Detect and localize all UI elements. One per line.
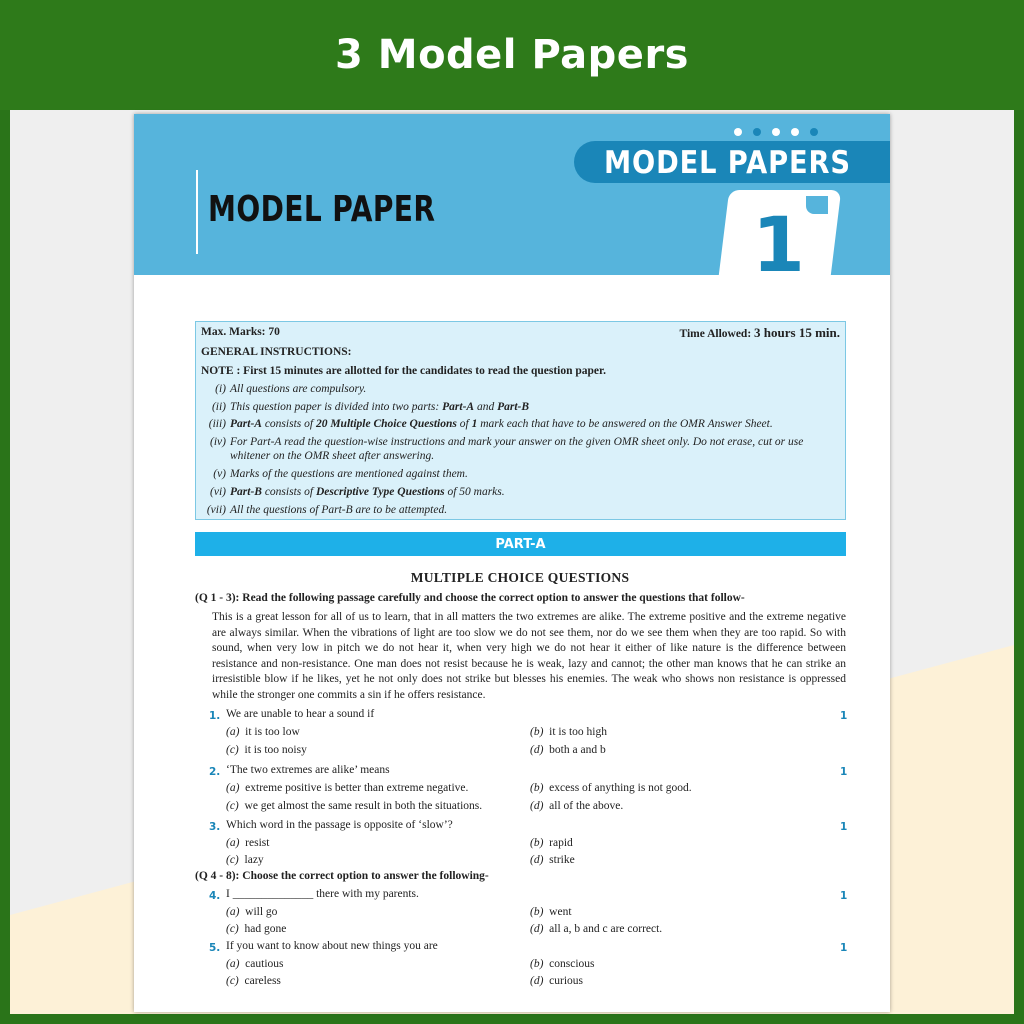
item-number: (vi) <box>210 486 226 498</box>
option-c[interactable] <box>226 975 281 987</box>
item-text: and <box>474 401 498 413</box>
question-text: Which word in the passage is opposite of ‘slow’? <box>226 819 453 831</box>
option-text: lazy <box>244 854 264 866</box>
option-label: (b) <box>530 782 544 794</box>
option-label: (a) <box>226 906 240 918</box>
item-bold: Part-B <box>230 486 262 498</box>
option-label: (a) <box>226 837 240 849</box>
question-number: 3. <box>209 821 221 833</box>
question-text: ‘The two extremes are alike’ means <box>226 764 390 776</box>
general-instructions-box <box>195 321 846 520</box>
option-c[interactable] <box>226 744 307 756</box>
item-bold: Part-B <box>497 401 530 413</box>
option-label: (d) <box>530 975 544 987</box>
option-label: (c) <box>226 854 239 866</box>
group-instruction: (Q 4 - 8): Choose the correct option to answer the following- <box>195 870 489 882</box>
option-text: will go <box>245 906 278 918</box>
top-banner <box>0 0 1024 110</box>
option-text: excess of anything is not good. <box>549 782 692 794</box>
question-text: I ______________ there with my parents. <box>226 888 419 900</box>
question-marks: 1 <box>840 942 848 954</box>
option-text: it is too high <box>549 726 607 738</box>
model-papers-label: MODEL PAPERS <box>604 145 851 181</box>
option-text: it is too low <box>245 726 300 738</box>
option-text: we get almost the same result in both the situations. <box>244 800 483 812</box>
item-bold: 1 <box>471 418 478 430</box>
option-text: extreme positive is better than extreme negative. <box>245 782 469 794</box>
item-bold: Part-A <box>230 418 262 430</box>
option-label: (c) <box>226 923 239 935</box>
question-number: 2. <box>209 766 221 778</box>
part-a-bar: PART-A <box>195 532 846 556</box>
option-label: (b) <box>530 726 544 738</box>
option-text: resist <box>245 837 270 849</box>
dot-icon <box>772 128 780 136</box>
item-text: For Part-A read the question-wise instructions and mark your answer on the given OMR sheet only. Do not erase, cut or use <box>230 436 804 448</box>
item-text: consists of <box>261 486 316 498</box>
dot-icon <box>753 128 761 136</box>
option-d[interactable] <box>530 975 583 987</box>
reading-passage: This is a great lesson for all of us to learn, that in all matters the two extremes are alike. The extreme positive and the extreme negative are always similar. When the vibrations of light are too slow we do not see them, nor do we see them when they are too rapid. So with sound, when very low in pitch we do not hear it, when very high we do not hear it either of like nature is the difference between resistance and non-resistance. One man does not resist because he is weak, lazy and cannot; the other man knows that he can strike an irresistible blow if he likes, yet he not only does not strike but blesses his enemies. The weak who shows non resistance is oppressed while the stronger one commits a sin if he offers resistance. <box>212 611 846 701</box>
question-marks: 1 <box>840 890 848 902</box>
option-label: (d) <box>530 854 544 866</box>
option-label: (b) <box>530 837 544 849</box>
option-d[interactable] <box>530 854 575 866</box>
option-text: curious <box>549 975 584 987</box>
time-allowed-label: Time Allowed: <box>679 328 755 340</box>
dot-icon <box>734 128 742 136</box>
instruction-item-continued: whitener on the OMR sheet after answering. <box>230 450 435 462</box>
instruction-item <box>196 418 773 430</box>
option-text: cautious <box>245 958 284 970</box>
item-text: Marks of the questions are mentioned against them. <box>230 468 468 480</box>
option-text: rapid <box>549 837 573 849</box>
option-a[interactable] <box>226 782 468 794</box>
instruction-item <box>196 486 505 498</box>
option-a[interactable] <box>226 726 300 738</box>
question-marks: 1 <box>840 710 848 722</box>
option-a[interactable] <box>226 958 284 970</box>
option-b[interactable] <box>530 782 692 794</box>
option-a[interactable] <box>226 837 269 849</box>
question-marks: 1 <box>840 766 848 778</box>
option-text: careless <box>244 975 281 987</box>
item-number: (i) <box>215 383 226 395</box>
item-bold: 20 Multiple Choice Questions <box>315 418 457 430</box>
item-bold: Descriptive Type Questions <box>315 486 445 498</box>
question-marks: 1 <box>840 821 848 833</box>
section-title: MULTIPLE CHOICE QUESTIONS <box>410 570 630 585</box>
option-text: it is too noisy <box>244 744 307 756</box>
option-text: strike <box>549 854 575 866</box>
item-number: (vii) <box>206 504 226 516</box>
decorative-dots <box>734 128 818 136</box>
title-divider <box>196 170 198 254</box>
time-allowed <box>679 325 840 341</box>
item-text: of 50 marks. <box>444 486 505 498</box>
item-text: All the questions of Part-B are to be attempted. <box>230 504 448 516</box>
time-allowed-value: 3 hours 15 min. <box>754 325 840 340</box>
option-label: (c) <box>226 744 239 756</box>
card-notch <box>806 196 828 214</box>
question-number: 5. <box>209 942 221 954</box>
option-b[interactable] <box>530 958 595 970</box>
banner-title: 3 Model Papers <box>335 32 689 78</box>
option-c[interactable] <box>226 923 286 935</box>
option-label: (d) <box>530 923 544 935</box>
instruction-item <box>196 383 366 395</box>
option-c[interactable] <box>226 854 264 866</box>
dot-icon <box>791 128 799 136</box>
instructions-note: NOTE : First 15 minutes are allotted for the candidates to read the question paper. <box>201 365 606 377</box>
question-number: 1. <box>209 710 221 722</box>
instruction-item <box>196 401 529 413</box>
model-paper-page <box>134 114 890 1012</box>
item-text: consists of <box>261 418 316 430</box>
option-label: (c) <box>226 975 239 987</box>
question-number: 4. <box>209 890 221 902</box>
option-label: (a) <box>226 726 240 738</box>
option-b[interactable] <box>530 837 573 849</box>
option-text: all of the above. <box>549 800 624 812</box>
item-number: (iv) <box>210 436 226 448</box>
option-c[interactable] <box>226 800 482 812</box>
option-a[interactable] <box>226 906 277 918</box>
option-label: (a) <box>226 958 240 970</box>
option-text: both a and b <box>549 744 606 756</box>
paper-title: MODEL PAPER <box>208 189 436 230</box>
instruction-item <box>196 468 468 480</box>
paper-header <box>134 114 890 289</box>
question-text: If you want to know about new things you are <box>226 940 438 952</box>
paper-number: 1 <box>752 200 805 289</box>
option-text: went <box>549 906 572 918</box>
max-marks: Max. Marks: 70 <box>201 326 280 338</box>
item-text: of <box>456 418 472 430</box>
dot-icon <box>810 128 818 136</box>
item-text: mark each that have to be answered on the OMR Answer Sheet. <box>477 418 773 430</box>
item-text: All questions are compulsory. <box>230 383 367 395</box>
instruction-item <box>196 436 803 448</box>
option-d[interactable] <box>530 744 606 756</box>
item-number: (iii) <box>208 418 226 430</box>
option-b[interactable] <box>530 726 607 738</box>
instructions-heading: GENERAL INSTRUCTIONS: <box>201 346 352 358</box>
option-label: (c) <box>226 800 239 812</box>
option-text: conscious <box>549 958 595 970</box>
item-text: This question paper is divided into two parts: <box>230 401 443 413</box>
group-instruction: (Q 1 - 3): Read the following passage carefully and choose the correct option to answer the questions that follow- <box>195 592 745 604</box>
option-label: (d) <box>530 800 544 812</box>
option-label: (d) <box>530 744 544 756</box>
option-text: had gone <box>244 923 287 935</box>
item-number: (ii) <box>211 401 226 413</box>
option-d[interactable] <box>530 923 662 935</box>
instruction-item <box>196 504 447 516</box>
option-label: (b) <box>530 958 544 970</box>
option-text: all a, b and c are correct. <box>549 923 663 935</box>
item-bold: Part-A <box>442 401 475 413</box>
option-label: (b) <box>530 906 544 918</box>
option-b[interactable] <box>530 906 572 918</box>
question-text: We are unable to hear a sound if <box>226 708 375 720</box>
option-d[interactable] <box>530 800 623 812</box>
option-label: (a) <box>226 782 240 794</box>
item-number: (v) <box>213 468 226 480</box>
